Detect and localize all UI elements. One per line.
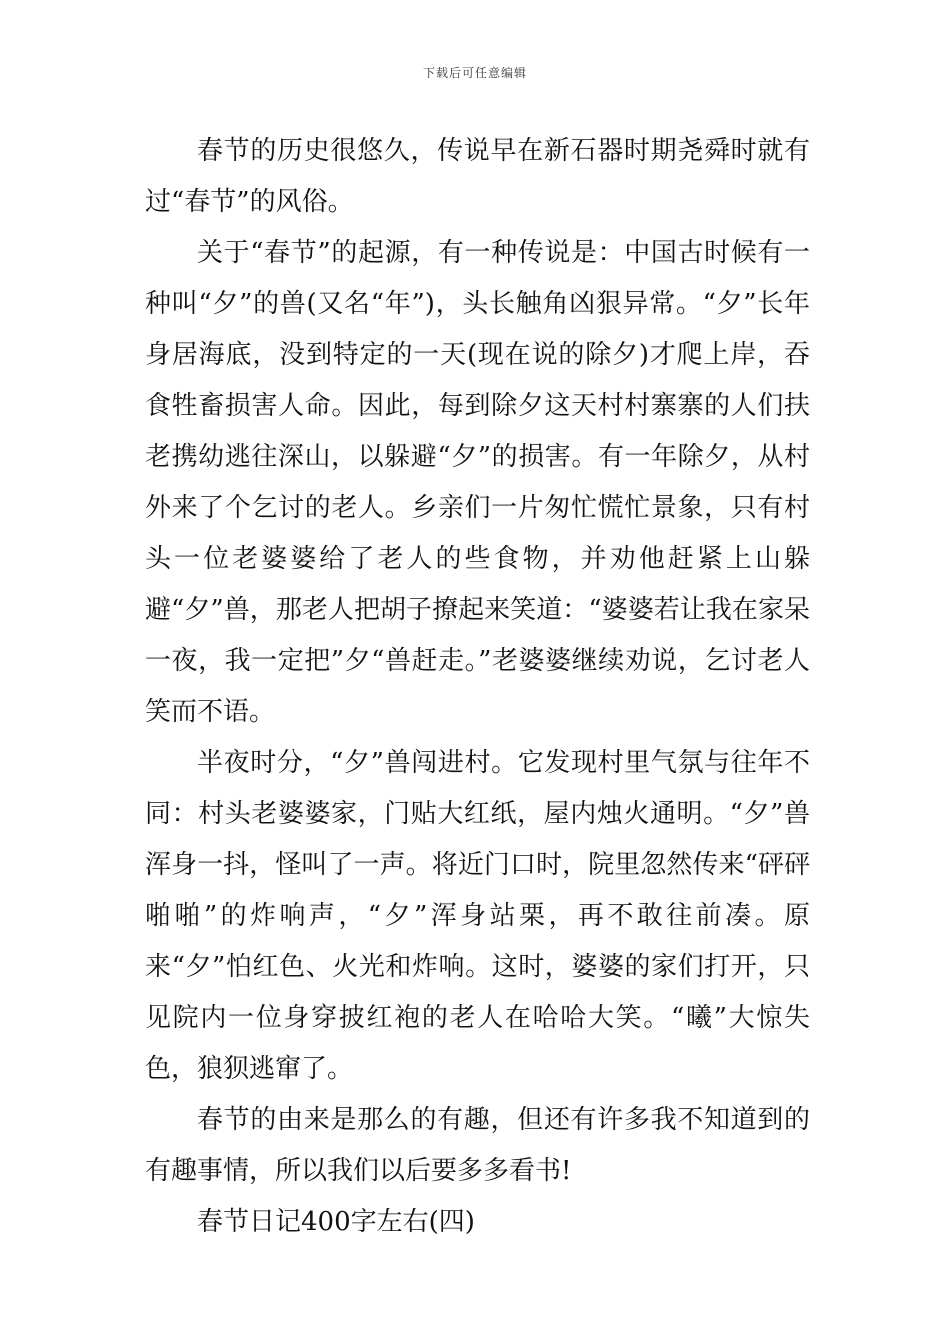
paragraph-midnight: 半夜时分，“夕”兽闯进村。它发现村里气氛与往年不同：村头老婆婆家，门贴大红纸，屋内烛火通明。“夕”兽浑身一抖，怪叫了一声。将近门口时，院里忽然传来“砰砰啪啪”的炸响声，“夕”浑身站栗，再不敢往前凑。原来“夕”怕红色、火光和炸响。这时，婆婆的家们打开，只见院内一位身穿披红袍的老人在哈哈大笑。“曦”大惊失色，狼狈逃窜了。 <box>145 748 810 1084</box>
document-body <box>145 126 810 1248</box>
paragraph-conclusion: 春节的由来是那么的有趣，但还有许多我不知道到的有趣事情，所以我们以后要多多看书! <box>145 1105 810 1186</box>
page-header-note: 下载后可任意编辑 <box>422 66 527 80</box>
paragraph-history: 春节的历史很悠久，传说早在新石器时期尧舜时就有过“春节”的风俗。 <box>145 136 810 217</box>
section-heading: 春节日记400字左右(四) <box>197 1207 475 1237</box>
paragraph-origin-legend: 关于“春节”的起源，有一种传说是：中国古时候有一种叫“夕”的兽(又名“年”)，头长触角凶狠异常。“夕”长年身居海底，没到特定的一天(现在说的除夕)才爬上岸，吞食牲畜损害人命。因此，每到除夕这天村村寨寨的人们扶老携幼逃往深山，以躲避“夕”的损害。有一年除夕，从村外来了个乞讨的老人。乡亲们一片匆忙慌忙景象，只有村头一位老婆婆给了老人的些食物，并劝他赶紧上山躲避“夕”兽，那老人把胡子撩起来笑道：“婆婆若让我在家呆一夜，我一定把”夕“兽赶走。”老婆婆继续劝说，乞讨老人笑而不语。 <box>145 238 810 727</box>
